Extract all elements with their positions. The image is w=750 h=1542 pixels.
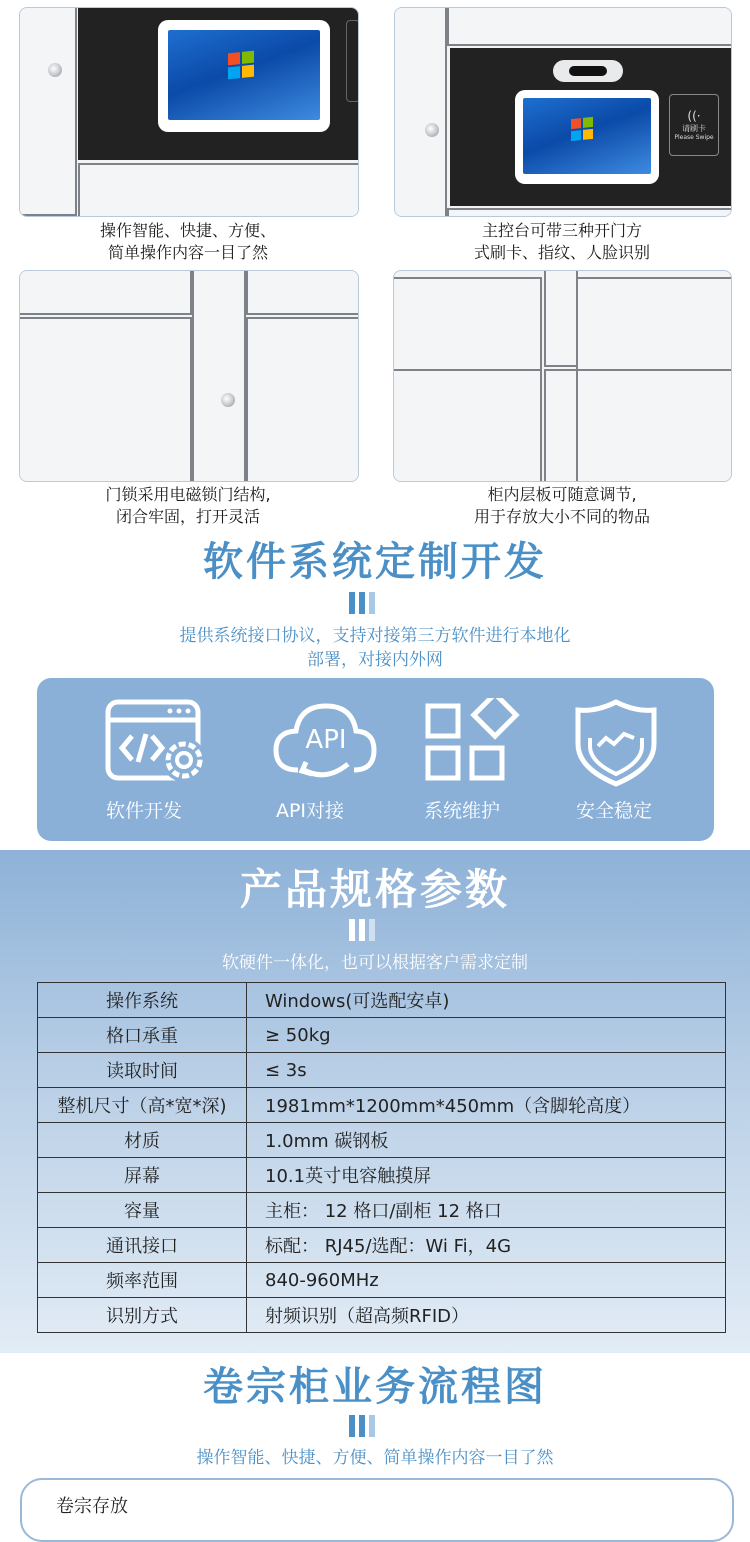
- software-title: 软件系统定制开发: [203, 539, 547, 585]
- table-row: 容量 主柜： 12 格口/副柜 12 格口: [38, 1193, 726, 1228]
- product-image-shelves: [393, 270, 732, 482]
- caption-1: 操作智能、快捷、方便、 简单操作内容一目了然: [99, 221, 276, 262]
- feature-security: 安全稳定: [539, 678, 689, 841]
- flow-card: [20, 1478, 734, 1542]
- feature-software-dev: 软件开发: [69, 678, 219, 841]
- spec-subtitle: 软硬件一体化，也可以根据客户需求定制: [222, 953, 528, 973]
- product-image-control-panel: [19, 7, 359, 217]
- code-settings-icon: [104, 698, 214, 788]
- api-cloud-icon: [270, 698, 380, 788]
- caption-2: 主控台可带三种开门方 式刷卡、指纹、人脸识别: [473, 221, 650, 262]
- flow-title: 卷宗柜业务流程图: [203, 1364, 547, 1410]
- product-image-access-methods: [394, 7, 732, 217]
- table-row: 格口承重 ≥ 50kg: [38, 1018, 726, 1053]
- caption-3: 门锁采用电磁锁门结构, 闭合牢固，打开灵活: [105, 485, 271, 526]
- shield-icon: [574, 698, 684, 788]
- feature-api: API API对接: [235, 678, 385, 841]
- spec-title: 产品规格参数: [239, 865, 510, 914]
- caption-4: 柜内层板可随意调节, 用于存放大小不同的物品: [473, 485, 650, 526]
- software-subtitle: 提供系统接口协议，支持对接第三方软件进行本地化 部署，对接内外网: [179, 626, 571, 670]
- table-row: 整机尺寸（高*宽*深) 1981mm*1200mm*450mm（含脚轮高度）: [38, 1088, 726, 1123]
- table-row: 识别方式 射频识别（超高频RFID）: [38, 1298, 726, 1333]
- flow-card-title: 卷宗存放: [56, 1496, 128, 1517]
- table-row: 通讯接口 标配： RJ45/选配：Wi Fi，4G: [38, 1228, 726, 1263]
- svg-text:API: API: [305, 725, 347, 755]
- flow-subtitle: 操作智能、快捷、方便、简单操作内容一目了然: [196, 1448, 554, 1468]
- divider-bars-icon: [349, 592, 377, 614]
- card-reader: ((· 请刷卡 Please Swipe: [669, 94, 719, 156]
- divider-bars-icon: [349, 919, 377, 941]
- software-features-panel: [37, 678, 714, 841]
- spec-table: [37, 982, 726, 1333]
- product-image-door-lock: [19, 270, 359, 482]
- table-row: 频率范围 840-960MHz: [38, 1263, 726, 1298]
- face-camera: [553, 60, 623, 82]
- table-row: 操作系统 Windows(可选配安卓): [38, 983, 726, 1018]
- table-row: 屏幕 10.1英寸电容触摸屏: [38, 1158, 726, 1193]
- table-row: 读取时间 ≤ 3s: [38, 1053, 726, 1088]
- table-row: 材质 1.0mm 碳钢板: [38, 1123, 726, 1158]
- feature-maintenance: 系统维护: [387, 678, 537, 841]
- divider-bars-icon: [349, 1415, 377, 1437]
- grid-diamond-icon: [422, 698, 532, 788]
